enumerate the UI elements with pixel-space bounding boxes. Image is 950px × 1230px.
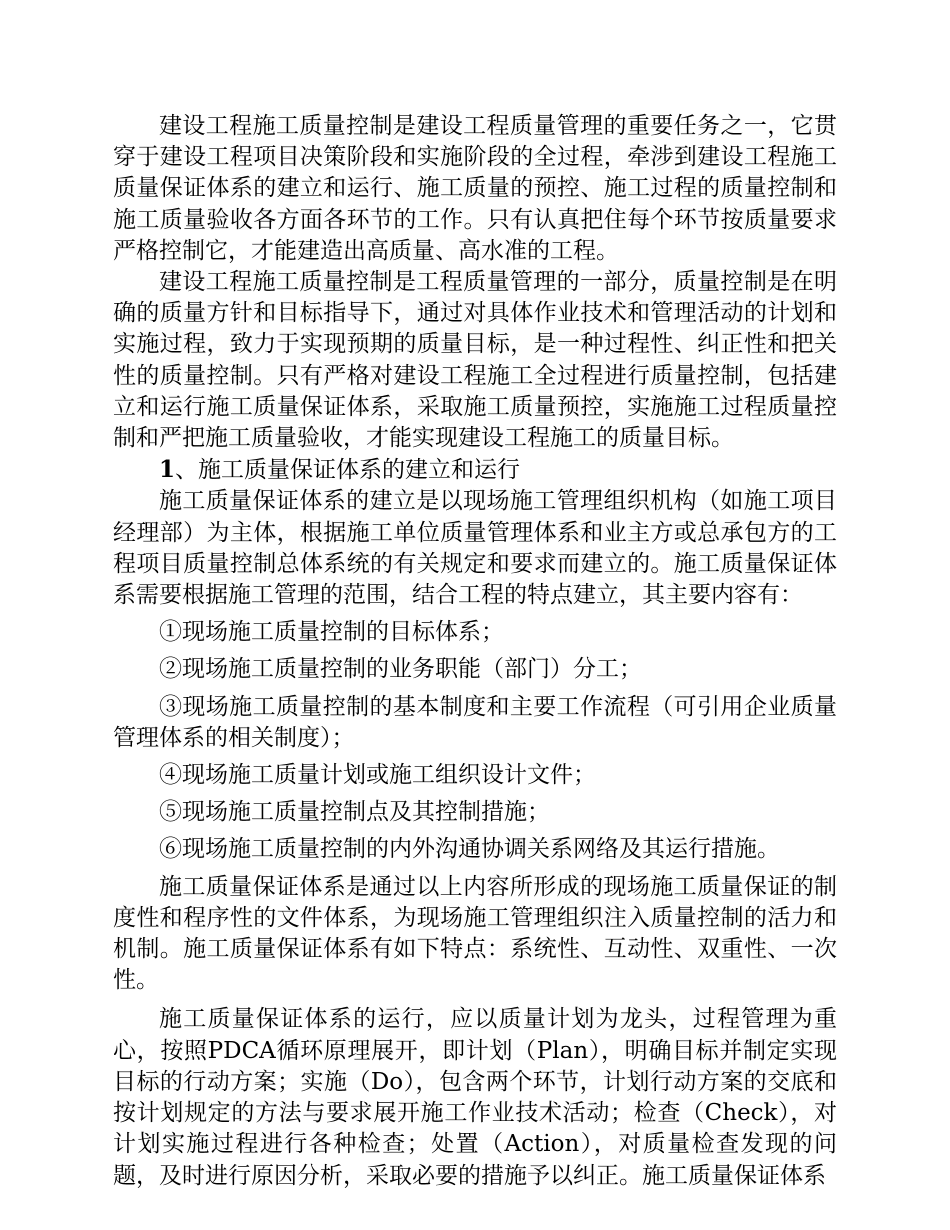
list-item: ②现场施工质量控制的业务职能（部门）分工； xyxy=(159,656,642,683)
paragraph-intro-1: 建设工程施工质量控制是建设工程质量管理的重要任务之一，它贯穿于建设工程项目决策阶段和实施阶段的全过程，牵涉到建设工程施工质量保证体系的建立和运行、施工质量的预控、施工过程的质量控制和施工质量验收各方面各环节的工作。只有认真把住每个环节按质量要求严格控制它，才能建造出高质量、高水准的工程。 xyxy=(113,113,837,264)
paragraph-system-operation: 施工质量保证体系的运行，应以质量计划为龙头，过程管理为重心，按照PDCA循环原理展开，即计划（Plan），明确目标并制定实现目标的行动方案；实施（Do），包含两个环节，计划行动方案的交底和按计划规定的方法与要求展开施工作业技术活动；检查（Check），对计划实施过程进行各种检查；处置（Action），对质量检查发现的问题，及时进行原因分析，采取必要的措施予以纠正。施工质量保证体系 xyxy=(113,1006,837,1189)
section-number: 1 xyxy=(159,456,176,484)
section-intro-paragraph: 施工质量保证体系的建立是以现场施工管理组织机构（如施工项目经理部）为主体，根据施工单位质量管理体系和业主方或总承包方的工程项目质量控制总体系统的有关规定和要求而建立的。施工质量保证体系需要根据施工管理的范围，结合工程的特点建立，其主要内容有： xyxy=(113,488,837,609)
list-item: ④现场施工质量计划或施工组织设计文件； xyxy=(159,762,596,789)
list-item: ⑥现场施工质量控制的内外沟通协调关系网络及其运行措施。 xyxy=(159,836,780,863)
section-title: 、施工质量保证体系的建立和运行 xyxy=(175,457,521,484)
list-item: ③现场施工质量控制的基本制度和主要工作流程（可引用企业质量管理体系的相关制度）； xyxy=(113,693,837,751)
paragraph-intro-2: 建设工程施工质量控制是工程质量管理的一部分，质量控制是在明确的质量方针和目标指导下，通过对具体作业技术和管理活动的计划和实施过程，致力于实现预期的质量目标，是一种过程性、纠正性和把关性的质量控制。只有严格对建设工程施工全过程进行质量控制，包括建立和运行施工质量保证体系，采取施工质量预控，实施施工过程质量控制和严把施工质量验收，才能实现建设工程施工的质量目标。 xyxy=(113,269,837,452)
list-item: ①现场施工质量控制的目标体系； xyxy=(159,619,504,646)
paragraph-system-features: 施工质量保证体系是通过以上内容所形成的现场施工质量保证的制度性和程序性的文件体系，为现场施工管理组织注入质量控制的活力和机制。施工质量保证体系有如下特点：系统性、互动性、双重性、一次性。 xyxy=(113,873,837,994)
list-item: ⑤现场施工质量控制点及其控制措施； xyxy=(159,799,550,826)
document-body xyxy=(113,111,837,1192)
section-heading xyxy=(113,454,837,486)
